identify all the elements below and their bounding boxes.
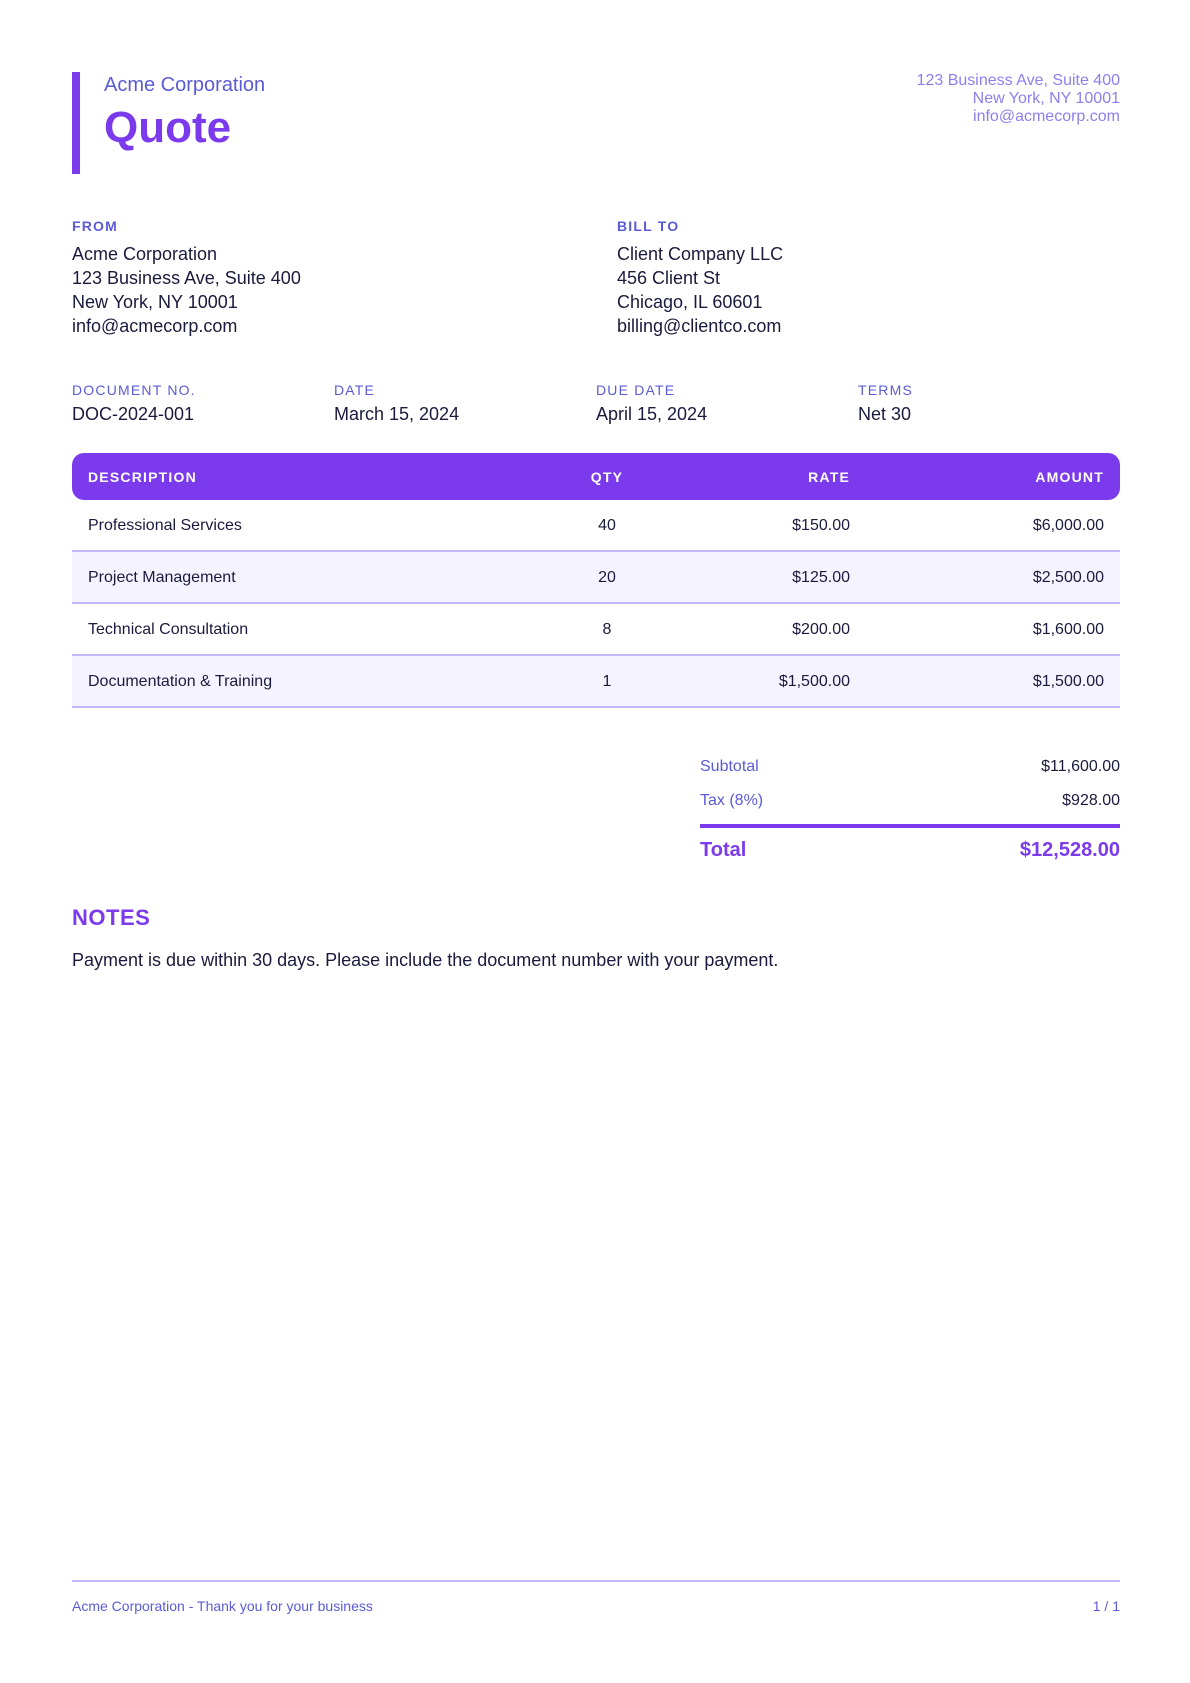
meta-value: DOC-2024-001 — [72, 404, 195, 424]
bill-to-line: 456 Client St — [617, 268, 721, 288]
header-qty: QTY — [590, 469, 624, 485]
bill-to-line: Client Company LLC — [617, 244, 784, 264]
notes-section — [72, 905, 1120, 971]
totals-block — [700, 758, 1120, 878]
company-name: Acme Corporation — [104, 74, 266, 96]
total-label: Total — [700, 839, 747, 861]
brand-block — [72, 72, 265, 174]
page-footer — [72, 1580, 1120, 1614]
bill-to-block — [617, 218, 1067, 338]
header-amount: AMOUNT — [1035, 469, 1104, 485]
tax-value: $928.00 — [1062, 792, 1120, 809]
item-qty: 40 — [598, 517, 616, 534]
total-value: $12,528.00 — [1019, 839, 1120, 861]
item-description: Documentation & Training — [88, 673, 273, 690]
item-description: Technical Consultation — [88, 621, 249, 638]
table-row — [72, 604, 1120, 656]
meta-label: DATE — [334, 382, 376, 398]
company-contact — [917, 72, 1120, 126]
contact-city-line: New York, NY 10001 — [972, 90, 1120, 107]
item-amount: $1,600.00 — [1032, 621, 1104, 638]
subtotal-value: $11,600.00 — [1041, 758, 1120, 775]
meta-due-date — [596, 382, 836, 425]
meta-terms — [858, 382, 1098, 425]
meta-label: DOCUMENT NO. — [72, 382, 196, 398]
page-number: 1 / 1 — [1092, 1598, 1120, 1614]
item-amount: $1,500.00 — [1032, 673, 1104, 690]
from-line: info@acmecorp.com — [72, 316, 238, 336]
meta-value: March 15, 2024 — [334, 404, 460, 424]
header-rate: RATE — [808, 469, 850, 485]
item-qty: 8 — [602, 621, 612, 638]
meta-date — [334, 382, 574, 425]
total-row — [700, 838, 1120, 878]
table-row — [72, 552, 1120, 604]
item-qty: 20 — [598, 569, 616, 586]
item-rate: $150.00 — [792, 517, 850, 534]
header-description: DESCRIPTION — [88, 469, 197, 485]
table-row — [72, 656, 1120, 708]
item-rate: $200.00 — [792, 621, 850, 638]
contact-address-line: 123 Business Ave, Suite 400 — [916, 72, 1120, 89]
subtotal-label: Subtotal — [700, 758, 759, 775]
notes-title: NOTES — [72, 905, 151, 930]
line-items-table — [72, 453, 1120, 708]
item-description: Project Management — [88, 569, 236, 586]
item-rate: $125.00 — [792, 569, 850, 586]
contact-email: info@acmecorp.com — [973, 108, 1120, 125]
meta-value: April 15, 2024 — [596, 404, 708, 424]
item-rate: $1,500.00 — [778, 673, 850, 690]
quote-page — [72, 0, 1120, 1683]
notes-text: Payment is due within 30 days. Please include the document number with your payment. — [72, 950, 779, 970]
from-label: FROM — [72, 218, 119, 234]
table-row — [72, 500, 1120, 552]
bill-to-line: Chicago, IL 60601 — [617, 292, 763, 312]
from-line: Acme Corporation — [72, 244, 218, 264]
item-amount: $6,000.00 — [1032, 517, 1104, 534]
item-amount: $2,500.00 — [1032, 569, 1104, 586]
bill-to-line: billing@clientco.com — [617, 316, 782, 336]
from-block — [72, 218, 522, 338]
item-qty: 1 — [602, 673, 612, 690]
footer-text: Acme Corporation - Thank you for your business — [72, 1598, 373, 1614]
meta-label: DUE DATE — [596, 382, 676, 398]
from-line: 123 Business Ave, Suite 400 — [72, 268, 301, 288]
meta-document-no — [72, 382, 312, 425]
from-line: New York, NY 10001 — [72, 292, 238, 312]
meta-value: Net 30 — [858, 404, 912, 424]
item-description: Professional Services — [88, 517, 242, 534]
subtotal-row — [700, 758, 1120, 792]
tax-row — [700, 792, 1120, 826]
table-header — [72, 453, 1120, 500]
meta-label: TERMS — [858, 382, 913, 398]
document-title: Quote — [104, 103, 232, 152]
bill-to-label: BILL TO — [617, 218, 680, 234]
tax-label: Tax (8%) — [700, 792, 764, 809]
